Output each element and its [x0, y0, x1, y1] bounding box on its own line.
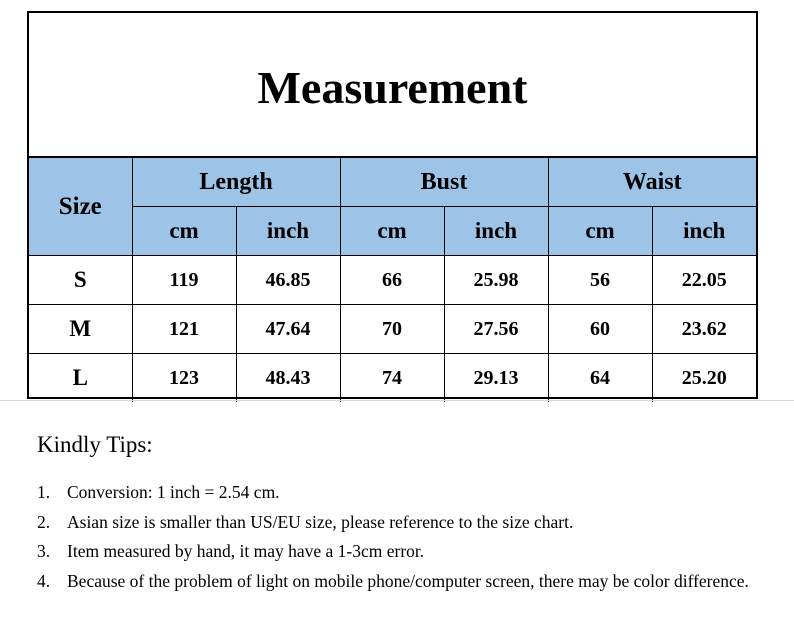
table-cell: 66: [340, 256, 444, 305]
table-cell: 56: [548, 256, 652, 305]
table-cell: 22.05: [652, 256, 756, 305]
list-item: [37, 478, 777, 508]
section-divider: [0, 400, 794, 401]
table-cell: 74: [340, 354, 444, 403]
table-cell: 119: [132, 256, 236, 305]
list-item-text: Asian size is smaller than US/EU size, please reference to the size chart.: [67, 511, 574, 532]
list-item-number: 2.: [37, 511, 51, 532]
group-header-bust: Bust: [340, 158, 548, 207]
table-cell: 47.64: [236, 305, 340, 354]
table-cell: 25.98: [444, 256, 548, 305]
list-item: [37, 508, 777, 538]
table-cell: 25.20: [652, 354, 756, 403]
list-item-number: 4.: [37, 570, 51, 591]
size-column-header: Size: [29, 158, 132, 256]
tips-list: [37, 478, 777, 596]
table-row: [29, 354, 756, 403]
chart-title: Measurement: [29, 13, 756, 158]
group-header-length: Length: [132, 158, 340, 207]
table-cell: 29.13: [444, 354, 548, 403]
group-header-waist: Waist: [548, 158, 756, 207]
table-cell: 23.62: [652, 305, 756, 354]
unit-header: cm: [340, 207, 444, 256]
table-row: [29, 305, 756, 354]
size-chart: [27, 11, 758, 399]
size-cell: M: [29, 305, 132, 354]
list-item: [37, 567, 777, 597]
table-cell: 60: [548, 305, 652, 354]
table-cell: 123: [132, 354, 236, 403]
table-cell: 48.43: [236, 354, 340, 403]
size-cell: S: [29, 256, 132, 305]
list-item-number: 3.: [37, 541, 51, 561]
size-table: [29, 158, 756, 402]
table-row: [29, 256, 756, 305]
list-item-text: Because of the problem of light on mobile phone/computer screen, there may be color difference.: [67, 570, 749, 591]
table-cell: 121: [132, 305, 236, 354]
unit-header: inch: [444, 207, 548, 256]
unit-header: cm: [548, 207, 652, 256]
list-item-text: Conversion: 1 inch = 2.54 cm.: [67, 482, 280, 502]
list-item-text: Item measured by hand, it may have a 1-3cm error.: [67, 541, 425, 561]
table-cell: 46.85: [236, 256, 340, 305]
table-cell: 64: [548, 354, 652, 403]
unit-header: inch: [236, 207, 340, 256]
list-item: [37, 537, 777, 567]
unit-header: inch: [652, 207, 756, 256]
table-cell: 70: [340, 305, 444, 354]
list-item-number: 1.: [37, 482, 51, 502]
unit-header: cm: [132, 207, 236, 256]
table-cell: 27.56: [444, 305, 548, 354]
tips-title: Kindly Tips:: [37, 432, 153, 457]
size-cell: L: [29, 354, 132, 403]
